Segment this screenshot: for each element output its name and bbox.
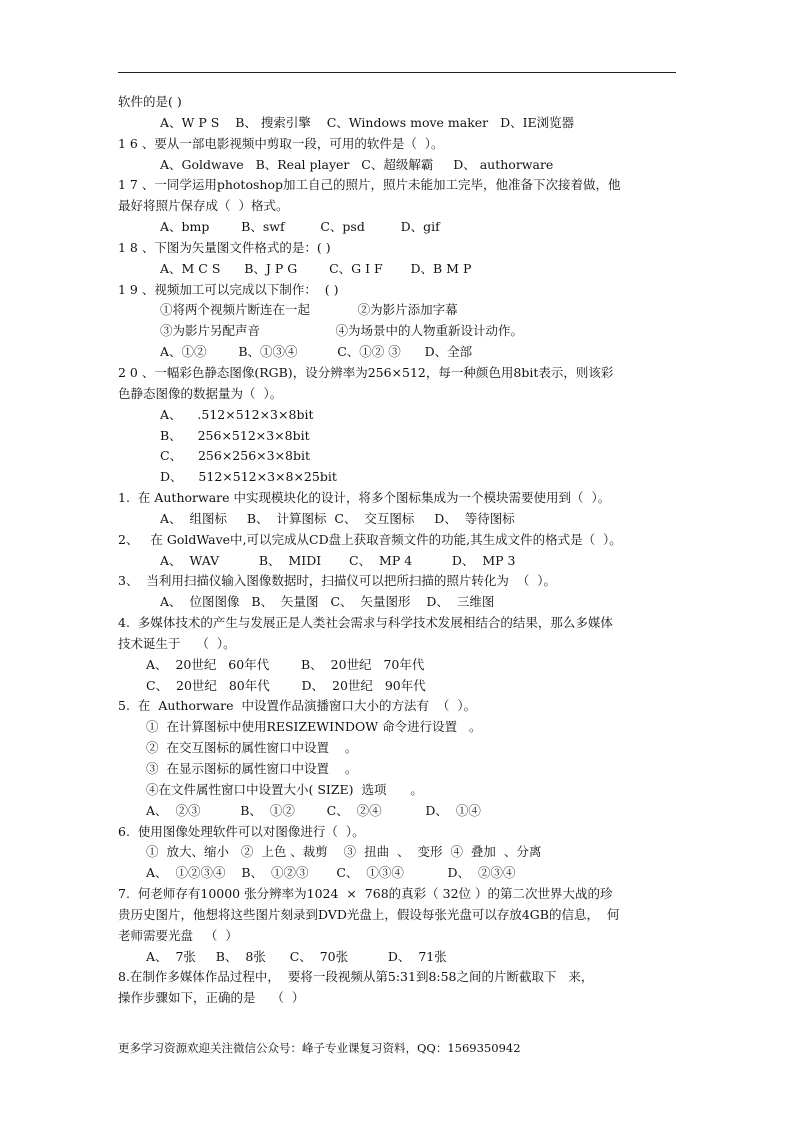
document-body [118, 92, 678, 1009]
item-line: ③ 在显示图标的属性窗口中设置 。 [146, 761, 358, 776]
question-line: 1 9 、视频加工可以完成以下制作： ( ) [118, 281, 339, 297]
item-line: ② 在交互图标的属性窗口中设置 。 [146, 740, 358, 756]
option-line: D、 512×512×3×8×25bit [160, 469, 337, 485]
question-line: 8.在制作多媒体作品过程中， 要将一段视频从第5:31到8:58之间的片断截取下 来， [118, 969, 594, 985]
question-line: 最好将照片保存成（ ）格式。 [118, 198, 289, 214]
header-rule [118, 72, 676, 73]
question-line: 7. 何老师存有10000 张分辨率为1024 × 768的真彩（ 32位 ）的第二次世界大战的珍 [118, 886, 613, 902]
question-line: 6. 使用图像处理软件可以对图像进行（ ）。 [118, 823, 365, 839]
option-line: A、 组图标 B、 计算图标 C、 交互图标 D、 等待图标 [160, 510, 515, 526]
text-line: 软件的是( ) [118, 94, 182, 109]
question-line: 色静态图像的数据量为（ ）。 [118, 385, 283, 401]
option-line: A、Goldwave B、Real player C、超级解霸 D、 authorware [160, 156, 554, 172]
option-line: A、 .512×512×3×8bit [160, 406, 314, 422]
question-line: 操作步骤如下，正确的是 （ ） [118, 990, 305, 1006]
option-line: C、 20世纪 80年代 D、 20世纪 90年代 [146, 677, 426, 693]
option-line: A、W P S B、 搜索引擎 C、Windows move maker D、IE浏览器 [160, 114, 575, 130]
item-line: ① 放大、缩小 ② 上色 、裁剪 ③ 扭曲 、 变形 ④ 叠加 、分离 [146, 844, 542, 860]
item-line: ④在文件属性窗口中设置大小( SIZE) 选项 。 [146, 781, 423, 797]
question-line: 贵历史图片，他想将这些图片刻录到DVD光盘上，假设每张光盘可以存放4GB的信息， 何 [118, 906, 620, 922]
option-line: A、M C S B、J P G C、G I F D、B M P [160, 260, 472, 276]
page-footer: 更多学习资源欢迎关注微信公众号：峰子专业课复习资料，QQ：1569350942 [118, 1041, 521, 1055]
question-line: 3、 当利用扫描仪输入图像数据时，扫描仪可以把所扫描的照片转化为 （ ）。 [118, 573, 557, 589]
question-line: 5. 在 Authorware 中设置作品演播窗口大小的方法有 （ ）。 [118, 698, 477, 714]
option-line: B、 256×512×3×8bit [160, 427, 310, 443]
item-line: ① 在计算图标中使用RESIZEWINDOW 命令进行设置 。 [146, 719, 482, 735]
question-line: 老师需要光盘 （ ） [118, 927, 238, 943]
option-line: A、 ②③ B、 ①② C、 ②④ D、 ①④ [146, 802, 481, 818]
option-line: A、 7张 B、 8张 C、 70张 D、 71张 [146, 948, 447, 964]
question-line: 2、 在 GoldWave中,可以完成从CD盘上获取音频文件的功能,其生成文件的格式是（ ）。 [118, 531, 622, 547]
question-line: 1 8 、下图为矢量图文件格式的是：( ) [118, 239, 331, 255]
question-line: 技术诞生于 （ ）。 [118, 635, 236, 651]
option-line: C、 256×256×3×8bit [160, 448, 311, 464]
option-line: A、 ①②③④ B、 ①②③ C、 ①③④ D、 ②③④ [146, 865, 516, 881]
question-line: 2 0 、一幅彩色静态图像(RGB)，设分辨率为256×512，每一种颜色用8bit表示，则该彩 [118, 364, 614, 380]
question-line: 1 7 、一同学运用photoshop加工自己的照片，照片未能加工完毕，他准备下次接着做，他 [118, 177, 621, 193]
option-line: A、 WAV B、 MIDI C、 MP 4 D、 MP 3 [160, 552, 516, 568]
option-line: A、①② B、①③④ C、①② ③ D、全部 [160, 344, 473, 360]
option-line: A、 位图图像 B、 矢量图 C、 矢量图形 D、 三维图 [160, 594, 495, 610]
question-line: 1 6 、要从一部电影视频中剪取一段，可用的软件是（ ）。 [118, 135, 444, 151]
item-line: ①将两个视频片断连在一起 ②为影片添加字幕 [160, 302, 458, 318]
question-line: 1. 在 Authorware 中实现模块化的设计，将多个图标集成为一个模块需要使用到（ ）。 [118, 490, 611, 506]
option-line: A、bmp B、swf C、psd D、gif [160, 219, 440, 235]
item-line: ③为影片另配声音 ④为场景中的人物重新设计动作。 [160, 323, 523, 339]
question-line: 4. 多媒体技术的产生与发展正是人类社会需求与科学技术发展相结合的结果，那么多媒体 [118, 615, 613, 631]
option-line: A、 20世纪 60年代 B、 20世纪 70年代 [146, 656, 425, 672]
